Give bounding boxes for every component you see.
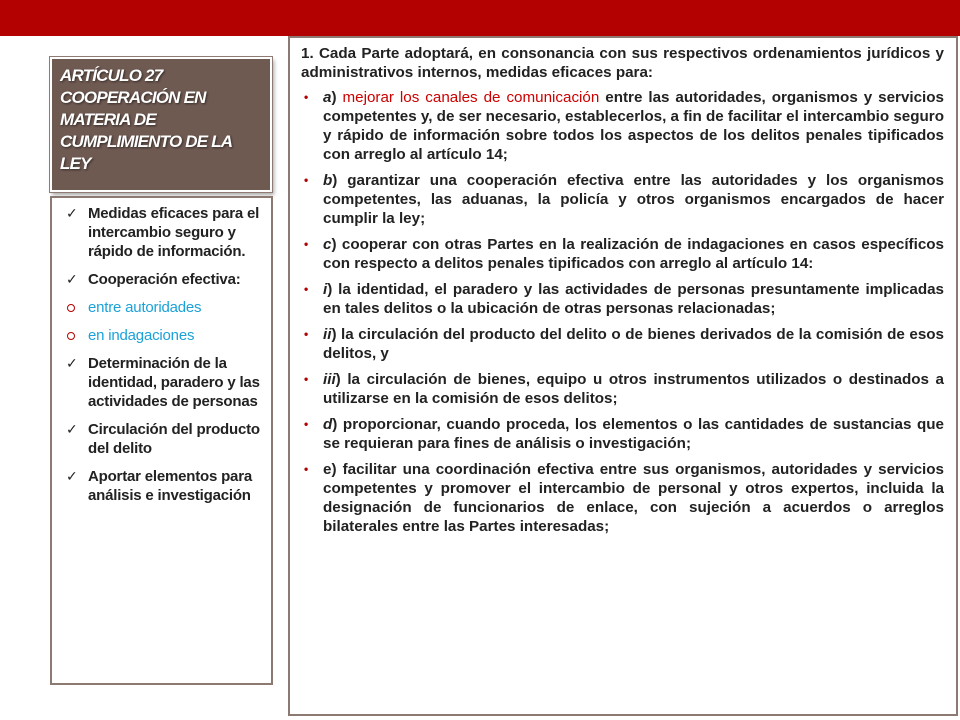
item-text: la circulación del producto del delito o de bienes derivados de la comisión de esos delitos, y [323, 326, 944, 362]
item-label-suffix: e) [323, 461, 337, 478]
summary-item [62, 420, 263, 458]
article-items-list [301, 88, 944, 536]
bullet-icon: • [304, 327, 309, 341]
summary-item [62, 204, 263, 261]
article-item [301, 280, 944, 318]
summary-item-text: Medidas eficaces para el intercambio seguro y rápido de información. [88, 205, 260, 260]
summary-item [62, 467, 263, 505]
item-label-suffix: ) [331, 326, 337, 343]
summary-list [52, 198, 271, 505]
highlighted-phrase: mejorar los canales de comunicación [342, 89, 600, 106]
item-label: i [323, 281, 328, 298]
checkmark-icon: ✓ [66, 205, 78, 221]
article-item [301, 325, 944, 363]
summary-panel [50, 196, 273, 685]
bullet-icon: • [304, 90, 309, 104]
summary-subitem [62, 326, 263, 345]
item-text: cooperar con otras Partes en la realización de indagaciones en casos específicos con respecto a delitos penales tipificados con arreglo al artículo 14: [323, 236, 944, 272]
item-text: la circulación de bienes, equipo u otros instrumentos utilizados o destinados a utilizarse en la comisión de esos delitos; [323, 371, 944, 407]
item-label-suffix: ) [332, 416, 338, 433]
article-intro: 1. Cada Parte adoptará, en consonancia con sus respectivos ordenamientos jurídicos y administrativos internos, medidas eficaces para: [301, 45, 944, 81]
bullet-icon: • [304, 417, 309, 431]
item-text: garantizar una cooperación efectiva entre las autoridades y los organismos competentes, las aduanas, la policía y otros organismos encargados de hacer cumplir la ley; [323, 172, 944, 227]
item-label: d [323, 416, 333, 433]
checkmark-icon: ✓ [66, 421, 78, 437]
summary-item-text: Circulación del producto del delito [88, 421, 260, 457]
item-text: entre las autoridades, organismos y servicios competentes y, de ser necesario, establecerlos, a fin de facilitar el intercambio seguro y rápido de información sobre todos los aspectos de los delitos penales tipificados con arreglo al artículo 14; [323, 89, 944, 163]
item-label-suffix: ) [331, 236, 337, 253]
item-text: proporcionar, cuando proceda, los elementos o las cantidades de sustancias que se requieran para fines de análisis o investigación; [323, 416, 944, 452]
item-label: ii [323, 326, 332, 343]
circle-bullet-icon [67, 304, 75, 312]
bullet-icon: • [304, 282, 309, 296]
bullet-icon: • [304, 462, 309, 476]
article-item [301, 88, 944, 164]
summary-item-text: en indagaciones [88, 327, 195, 344]
article-title-box [50, 57, 272, 192]
top-banner [0, 0, 960, 36]
item-label: c [323, 236, 332, 253]
item-label-suffix: ) [335, 371, 341, 388]
article-item [301, 235, 944, 273]
checkmark-icon: ✓ [66, 271, 78, 287]
item-label: b [323, 172, 333, 189]
article-text-panel [288, 36, 958, 716]
bullet-icon: • [304, 237, 309, 251]
item-text: la identidad, el paradero y las actividades de personas presuntamente implicadas en tales delitos o la ubicación de otras personas relacionadas; [323, 281, 944, 317]
item-label-suffix: ) [327, 281, 333, 298]
summary-subitem [62, 298, 263, 317]
article-item [301, 370, 944, 408]
summary-item-text: Aportar elementos para análisis e investigación [88, 468, 252, 504]
summary-item-text: Cooperación efectiva: [88, 271, 241, 288]
article-item [301, 460, 944, 536]
article-item [301, 415, 944, 453]
summary-item [62, 354, 263, 411]
article-title: ARTÍCULO 27 COOPERACIÓN EN MATERIA DE CUMPLIMIENTO DE LA LEY [60, 66, 232, 173]
summary-item-text: entre autoridades [88, 299, 202, 316]
checkmark-icon: ✓ [66, 468, 78, 484]
bullet-icon: • [304, 372, 309, 386]
item-label-suffix: ) [332, 172, 338, 189]
item-label: a [323, 89, 332, 106]
item-label-suffix: ) [331, 89, 337, 106]
bullet-icon: • [304, 173, 309, 187]
summary-item [62, 270, 263, 289]
item-text: facilitar una coordinación efectiva entre sus organismos, autoridades y servicios competentes y promover el intercambio de personal y otros expertos, incluida la designación de funcionarios de enlace, con sujeción a acuerdos o arreglos bilaterales entre las Partes interesadas; [323, 461, 944, 535]
item-label: iii [323, 371, 336, 388]
summary-item-text: Determinación de la identidad, paradero y las actividades de personas [88, 355, 260, 410]
checkmark-icon: ✓ [66, 355, 78, 371]
article-item [301, 171, 944, 228]
circle-bullet-icon [67, 332, 75, 340]
